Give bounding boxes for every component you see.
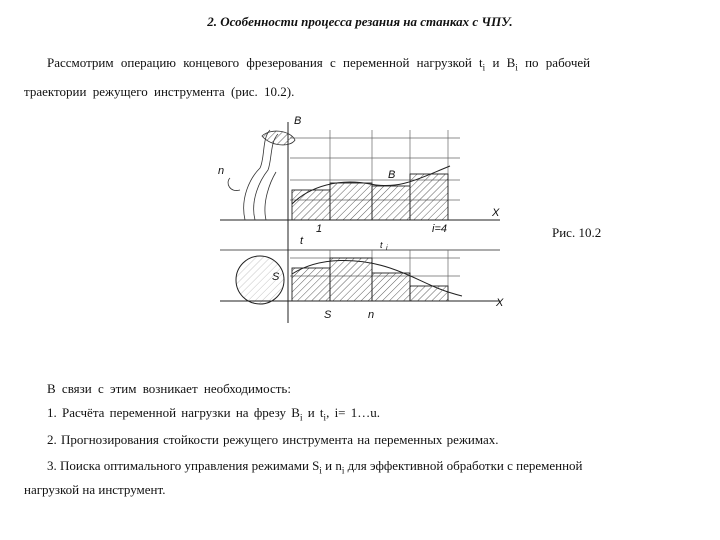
top-bars [292,174,448,220]
intro-B: B [506,55,516,70]
figure-caption: Рис. 10.2 [552,225,602,240]
label-i4: i=4 [432,223,447,235]
intro-line-2: траектории режущего инструмента (рис. 10.2). [24,84,295,99]
item-3-c: для эффективной обработки с переменной [347,458,583,473]
label-X-top: X [492,207,500,219]
intro-text: Рассмотрим операцию концевого фрезерования с переменной нагрузкой t [47,55,483,70]
bar-b1 [292,268,330,301]
subscript: i [341,465,345,476]
necessity-heading: В связи с этим возникает необходимость: [47,381,291,396]
subscript: i [482,62,486,73]
intro-and: и [492,55,500,70]
item-3-b: и n [325,458,342,473]
item-3-cont: нагрузкой на инструмент. [24,482,166,497]
label-one: 1 [316,223,323,235]
item-1 [47,405,380,426]
bar-1 [292,190,330,220]
page-title: 2. Особенности процесса резания на станках с ЧПУ. [207,14,513,29]
bar-b2 [330,258,372,301]
label-X-bottom: X [496,297,504,309]
subscript: i [319,465,322,476]
bar-4 [410,174,448,220]
item-3 [47,458,583,479]
milling-diagram [200,108,530,328]
subscript: i [323,412,327,423]
subscript: i [515,62,518,73]
item-1-b: и t [307,405,324,420]
bar-2 [330,183,372,220]
label-S-bottom: S [324,309,332,321]
label-t: t [300,235,304,247]
label-B-axis: B [294,115,302,127]
intro-text-end: по рабочей [525,55,591,70]
item-3-a: 3. Поиска оптимального управления режимами S [47,458,320,473]
label-n-top: n [218,165,225,177]
label-S-circle: S [272,271,280,283]
subscript: i [299,412,303,423]
bar-3 [372,186,410,220]
cutter-sketch [228,130,295,220]
intro-line-1 [47,55,590,76]
item-2: 2. Прогнозирования стойкости режущего инструмента на переменных режимах. [47,432,499,447]
label-B-curve: B [388,169,396,181]
bottom-bars [292,258,448,301]
label-n-bottom: n [368,309,375,321]
bar-b3 [372,273,410,301]
item-1-a: 1. Расчёта переменной нагрузки на фрезу B [47,405,300,420]
bar-b4 [410,286,448,301]
item-1-c: , i= 1…u. [326,405,381,420]
label-ti-sub: i [386,245,388,252]
label-ti: t [380,240,383,250]
